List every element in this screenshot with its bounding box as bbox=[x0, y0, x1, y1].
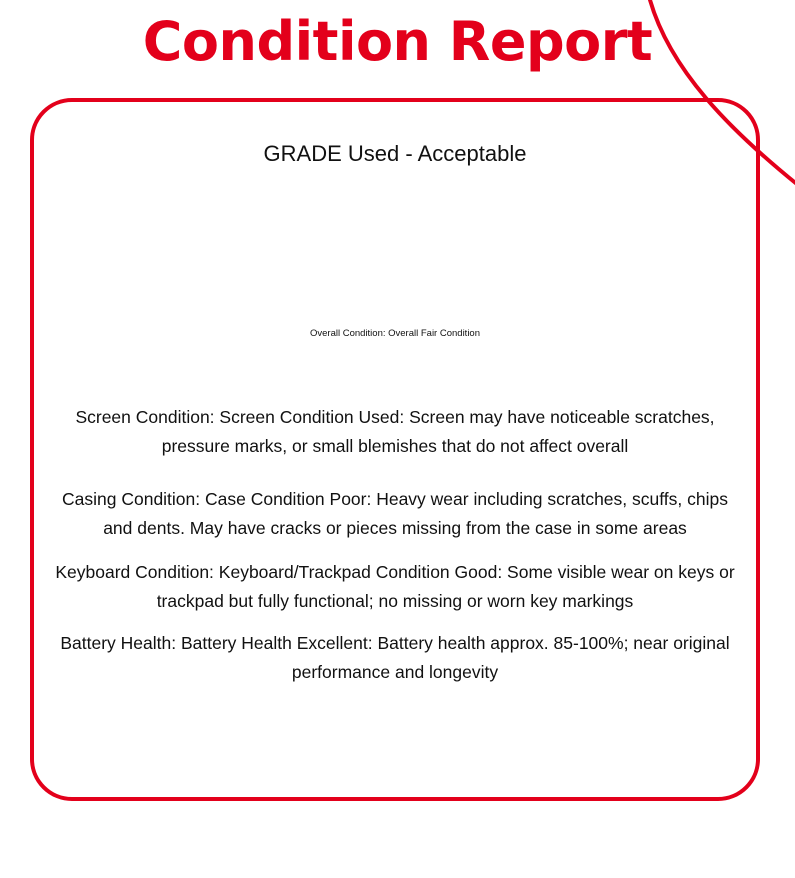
battery-health-text: Battery Health: Battery Health Excellent: Battery health approx. 85-100%; near original performance and longevity bbox=[60, 633, 730, 682]
grade-line: GRADE Used - Acceptable bbox=[263, 141, 527, 166]
page-title: Condition Report bbox=[142, 10, 653, 73]
report-content bbox=[50, 118, 740, 781]
casing-condition-text: Casing Condition: Case Condition Poor: Heavy wear including scratches, scuffs, chips and dents. May have cracks or pieces missing from the case in some areas bbox=[62, 489, 728, 538]
overall-condition-line: Overall Condition: Overall Fair Condition bbox=[309, 328, 481, 339]
screen-condition-text: Screen Condition: Screen Condition Used: Screen may have noticeable scratches, pressure marks, or small blemishes that do not affect overall bbox=[75, 407, 715, 456]
keyboard-condition-text: Keyboard Condition: Keyboard/Trackpad Condition Good: Some visible wear on keys or trackpad but fully functional; no missing or worn key markings bbox=[55, 562, 735, 611]
